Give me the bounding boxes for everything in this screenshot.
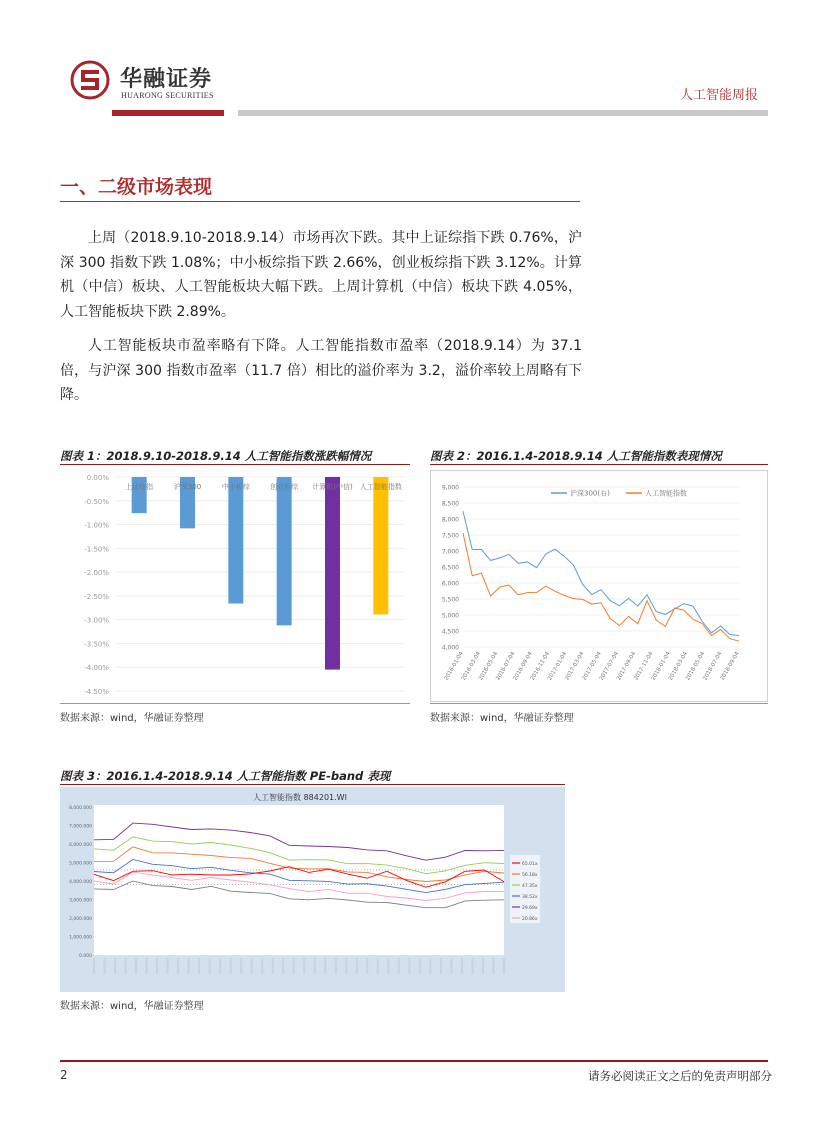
x-tick-mark	[356, 958, 358, 974]
chart-title: 人工智能指数 884201.WI	[253, 793, 347, 802]
x-tick-mark	[429, 958, 431, 974]
x-tick-mark	[387, 958, 389, 974]
y-tick-label: 8,000.000	[69, 806, 92, 811]
y-tick-label: 9,000	[441, 484, 459, 492]
x-tick-label: 2016-09-04	[512, 651, 534, 682]
legend-label: 65.01x	[522, 862, 538, 867]
x-tick-mark	[303, 958, 305, 974]
y-tick-label: -4.50%	[84, 688, 109, 696]
x-tick-mark	[419, 958, 421, 974]
fig2-line-chart	[430, 470, 768, 702]
legend-label: 47.35x	[522, 884, 538, 889]
y-tick-label: 4,000.000	[69, 880, 92, 885]
y-tick-label: 4,000	[441, 644, 459, 652]
legend-label: 38.52x	[522, 895, 538, 900]
x-tick-mark	[461, 958, 463, 974]
x-tick-mark	[156, 958, 158, 974]
x-tick-mark	[324, 958, 326, 974]
y-tick-label: -2.50%	[84, 592, 109, 601]
x-tick-mark	[198, 958, 200, 974]
x-tick-mark	[104, 958, 106, 974]
x-tick-label: 2017-11-04	[633, 651, 655, 682]
y-tick-label: -4.00%	[84, 664, 109, 673]
fig2-bottom-rule	[430, 703, 768, 704]
legend-label: 人工智能指数	[645, 489, 687, 498]
x-tick-mark	[93, 958, 95, 974]
header-bar-grey	[238, 110, 768, 116]
y-tick-label: -1.50%	[84, 545, 109, 554]
x-tick-label: 2018-05-04	[685, 651, 707, 682]
category-label: 沪深300	[173, 483, 202, 491]
header-bar-red	[112, 110, 224, 116]
section-title: 一、二级市场表现	[60, 176, 213, 198]
y-tick-label: 2,000.000	[69, 917, 92, 922]
x-tick-mark	[345, 958, 347, 974]
fig3-peband-chart	[60, 787, 565, 992]
x-tick-mark	[408, 958, 410, 974]
x-tick-label: 2017-03-04	[564, 651, 586, 682]
y-tick-label: 5,000	[441, 612, 459, 620]
y-tick-label: 1,000.000	[69, 935, 92, 941]
x-tick-mark	[314, 958, 316, 974]
fig2-title: 图表 2：2016.1.4-2018.9.14 人工智能指数表现情况	[430, 449, 722, 463]
x-tick-mark	[125, 958, 127, 974]
y-tick-label: 5,000.000	[69, 861, 92, 867]
x-tick-mark	[450, 958, 452, 974]
fig3-title: 图表 3：2016.1.4-2018.9.14 人工智能指数 PE-band 表现	[60, 769, 391, 783]
y-tick-label: 6,000	[441, 580, 459, 588]
y-tick-label: 0.000	[79, 954, 92, 959]
x-tick-label: 2018-09-04	[719, 651, 741, 682]
y-tick-label: -3.00%	[84, 616, 109, 625]
x-tick-mark	[398, 958, 400, 974]
x-tick-mark	[335, 958, 337, 974]
fig3-source: 数据来源：wind，华融证券整理	[60, 1001, 204, 1012]
x-tick-mark	[282, 958, 284, 974]
x-tick-mark	[366, 958, 368, 974]
x-tick-mark	[177, 958, 179, 974]
fig1-source: 数据来源：wind，华融证券整理	[60, 713, 204, 724]
x-tick-mark	[114, 958, 116, 974]
x-tick-mark	[251, 958, 253, 974]
bar	[325, 477, 340, 670]
x-tick-mark	[219, 958, 221, 974]
series-line	[463, 533, 739, 641]
x-tick-mark	[188, 958, 190, 974]
section-divider	[60, 201, 580, 202]
paragraph-pe: 人工智能板块市盈率略有下降。人工智能指数市盈率（2018.9.14）为 37.1 倍，与沪深 300 指数市盈率（11.7 倍）相比的溢价率为 3.2，溢价率较上周略有下降。	[60, 338, 582, 403]
y-tick-label: 0.00%	[86, 474, 109, 482]
y-tick-label: 8,000	[441, 516, 459, 524]
series-line	[463, 511, 739, 635]
legend-label: 沪深300(右)	[570, 489, 610, 498]
legend-label: 20.86x	[522, 917, 538, 922]
x-tick-mark	[167, 958, 169, 974]
x-tick-label: 2018-03-04	[667, 651, 689, 682]
y-tick-label: 5,500	[441, 596, 459, 604]
y-tick-label: 8,500	[441, 500, 459, 508]
fig2-source: 数据来源：wind，华融证券整理	[430, 713, 574, 724]
fig1-bar-chart	[60, 468, 410, 700]
legend-label: 29.69x	[522, 906, 538, 911]
fig2-title-rule	[430, 464, 768, 465]
category-label: 创业板综	[270, 483, 299, 491]
x-tick-mark	[471, 958, 473, 974]
x-tick-label: 2017-05-04	[581, 651, 603, 682]
report-name: 人工智能周报	[680, 88, 759, 103]
x-tick-mark	[377, 958, 379, 974]
bar	[277, 477, 292, 625]
x-tick-mark	[482, 958, 484, 974]
x-tick-label: 2016-03-04	[460, 651, 482, 682]
y-tick-label: 3,000.000	[69, 898, 92, 904]
x-tick-mark	[272, 958, 274, 974]
category-label: 中小板综	[221, 483, 250, 491]
x-tick-mark	[440, 958, 442, 974]
x-tick-mark	[146, 958, 148, 974]
x-tick-label: 2018-01-04	[650, 651, 672, 682]
y-tick-label: 7,000.000	[69, 824, 92, 830]
bar	[373, 477, 388, 614]
fig3-title-rule	[60, 784, 565, 785]
category-label: 人工智能指数	[359, 483, 402, 491]
footer-rule	[60, 1060, 768, 1062]
x-tick-label: 2016-05-04	[478, 651, 500, 682]
x-tick-mark	[492, 958, 494, 974]
x-tick-label: 2018-07-04	[702, 651, 724, 682]
x-tick-label: 2017-09-04	[616, 651, 638, 682]
x-tick-mark	[503, 958, 505, 974]
x-tick-mark	[261, 958, 263, 974]
fig1-bottom-rule	[60, 703, 410, 704]
category-label: 上证综指	[125, 483, 154, 491]
company-name-en: HUARONG SECURITIES	[121, 91, 214, 100]
category-label: 计算机(中信)	[312, 483, 353, 491]
paragraph-market: 上周（2018.9.10-2018.9.14）市场再次下跌。其中上证综指下跌 0.76%，沪深 300 指数下跌 1.08%；中小板综指下跌 2.66%，创业板综指下跌 3.12%。计算机（中信）板块、人工智能板块大幅下跌。上周计算机（中信）板块下跌 4.05%，人工智能板块下跌 2.89%。	[60, 230, 582, 320]
y-tick-label: 6,500	[441, 564, 459, 572]
x-tick-label: 2016-07-04	[495, 651, 517, 682]
legend-label: 56.18x	[522, 873, 538, 878]
fig1-title-rule	[60, 464, 410, 465]
y-tick-label: 7,500	[441, 532, 459, 540]
disclaimer: 请务必阅读正文之后的免责声明部分	[588, 1069, 772, 1083]
x-tick-mark	[293, 958, 295, 974]
page-number: 2	[60, 1068, 68, 1082]
y-tick-label: -2.00%	[84, 569, 109, 578]
company-name-cn: 华融证券	[120, 67, 213, 92]
y-tick-label: 7,000	[441, 548, 459, 556]
x-tick-label: 2016-11-04	[529, 651, 551, 682]
company-logo-icon	[70, 60, 110, 100]
x-tick-label: 2017-01-04	[547, 651, 569, 682]
y-tick-label: -3.50%	[84, 640, 109, 649]
x-tick-label: 2016-01-04	[443, 651, 465, 682]
x-tick-mark	[209, 958, 211, 974]
y-tick-label: 4,500	[441, 628, 459, 636]
x-tick-mark	[240, 958, 242, 974]
x-tick-mark	[135, 958, 137, 974]
y-tick-label: 6,000.000	[69, 843, 92, 848]
y-tick-label: -0.50%	[84, 497, 109, 506]
x-tick-label: 2017-07-04	[598, 651, 620, 682]
y-tick-label: -1.00%	[84, 521, 109, 530]
bar	[228, 477, 243, 603]
x-tick-mark	[230, 958, 232, 974]
fig1-title: 图表 1：2018.9.10-2018.9.14 人工智能指数涨跌幅情况	[60, 449, 372, 463]
